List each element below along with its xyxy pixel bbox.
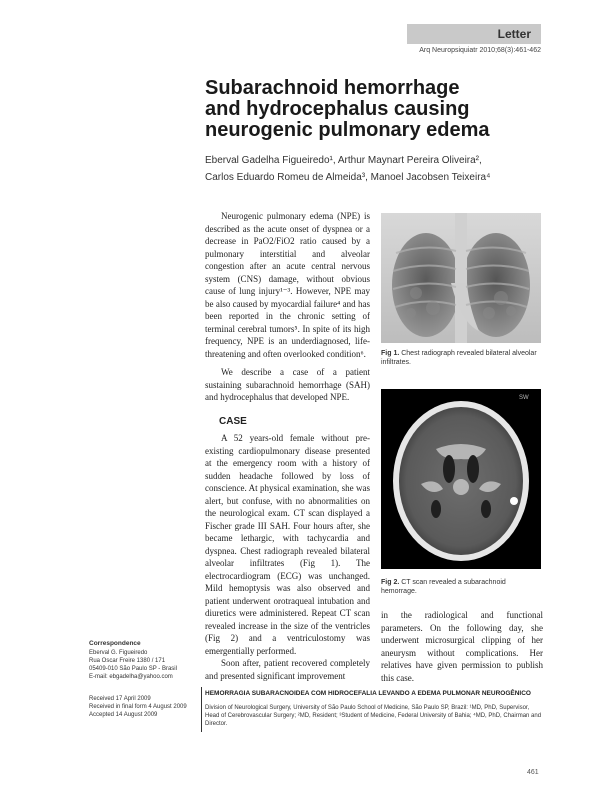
title-line-1: Subarachnoid hemorrhage [205, 77, 460, 99]
figure-1-label: Fig 1. [381, 350, 400, 357]
footer-divider [201, 687, 202, 732]
accepted-date: Accepted 14 August 2009 [89, 712, 158, 718]
received-date: Received 17 April 2009 [89, 696, 151, 702]
dates-block [89, 695, 199, 719]
case-continuation [381, 609, 543, 684]
ct-scan-image [381, 389, 541, 569]
figure-2-caption [381, 578, 543, 596]
intro-paragraph-1: Neurogenic pulmonary edema (NPE) is described as the acute onset of dyspnea or a decrease in PaO2/FiO2 ratio caused by a pulmonary interstitial and alveolar congestion after an acute central nervous system (CNS) damage, without obvious cause of lung injury¹⁻³. However, NPE may be also caused by myocardial failure⁴ and has been reported in the chronic setting of terminal cerebral tumors⁵. In spite of its high frequency, NPE is an underdiagnosed, life-threatening and often overlooked condition⁶. [205, 211, 370, 359]
page-number: 461 [527, 769, 539, 776]
figure-2-text: CT scan revealed a subarachnoid hemorrage. [381, 579, 506, 595]
intro-section [205, 210, 370, 404]
final-form-date: Received in final form 4 August 2009 [89, 704, 187, 710]
correspondence-street: Rua Oscar Freire 1380 / 171 [89, 658, 166, 664]
correspondence-name: Eberval G. Figueiredo [89, 650, 148, 656]
author-affiliations: Division of Neurological Surgery, University of São Paulo School of Medicine, São Paulo SP, Brazil: ¹MD, PhD, Supervisor, Head of Cerebrovascular Surgery; ²MD, Resident; ³Student of Medicine, Federal University of Bahia; ⁴MD, PhD, Chairman and Director. [205, 705, 542, 727]
figure-1-caption [381, 349, 543, 367]
case-paragraph-2: Soon after, patient recovered completely and presented significant improvement [205, 658, 370, 681]
section-label: Letter [497, 27, 531, 41]
title-line-3: neurogenic pulmonary edema [205, 119, 490, 141]
authors-line-2: Carlos Eduardo Romeu de Almeida³, Manoel Jacobsen Teixeira⁴ [205, 172, 491, 183]
authors-line-1: Eberval Gadelha Figueiredo¹, Arthur Maynart Pereira Oliveira², [205, 155, 482, 166]
journal-citation: Arq Neuropsiquiatr 2010;68(3):461-462 [419, 47, 541, 54]
chest-radiograph-image [381, 213, 541, 343]
article-title [205, 78, 505, 141]
figure-1-text: Chest radiograph revealed bilateral alveolar infiltrates. [381, 350, 537, 366]
author-list [205, 152, 545, 186]
correspondence-block [89, 640, 199, 681]
case-heading: CASE [219, 416, 247, 427]
case-continuation-paragraph: in the radiological and functional parameters. On the following day, she underwent microsurgical clipping of her aneurysm without complications. Her relatives have given permission to publish this case. [381, 610, 543, 683]
footer-portuguese-title: HEMORRAGIA SUBARACNOIDEA COM HIDROCEFALIA LEVANDO A EDEMA PULMONAR NEUROGÊNICO [205, 690, 531, 697]
correspondence-email: E-mail: ebgadelha@yahoo.com [89, 674, 173, 680]
section-tab [407, 24, 541, 44]
case-section [205, 432, 370, 682]
figure-2-label: Fig 2. [381, 579, 400, 586]
correspondence-heading: Correspondence [89, 640, 141, 647]
correspondence-city: 05409-010 São Paulo SP - Brasil [89, 666, 177, 672]
intro-paragraph-2: We describe a case of a patient sustaining subarachnoid hemorrhage (SAH) and hydrocephalus that developed NPE. [205, 367, 370, 402]
svg-text:SW: SW [519, 395, 529, 401]
case-paragraph-1: A 52 years-old female without pre-existing cardiopulmonary disease presented at the emergency room with a history of sudden headache followed by loss of conscience. At physical examination, she was alert, but confuse, with no abnormalities on the neurological exam. CT scan displayed a Fischer grade III SAH. Four hours after, she became lethargic, with tachycardia and dyspnea. Chest radiograph revealed bilateral alveolar infiltrates (Fig 1). The electrocardiogram (ECG) was unchanged. Mild hemoptysis was also observed and patient underwent orotraqueal intubation and diuretics were administered. Repeat CT scan revealed increase in the size of the ventricles (Fig 2) and a ventriculostomy was emergentially performed. [205, 433, 370, 656]
title-line-2: and hydrocephalus causing [205, 98, 470, 120]
